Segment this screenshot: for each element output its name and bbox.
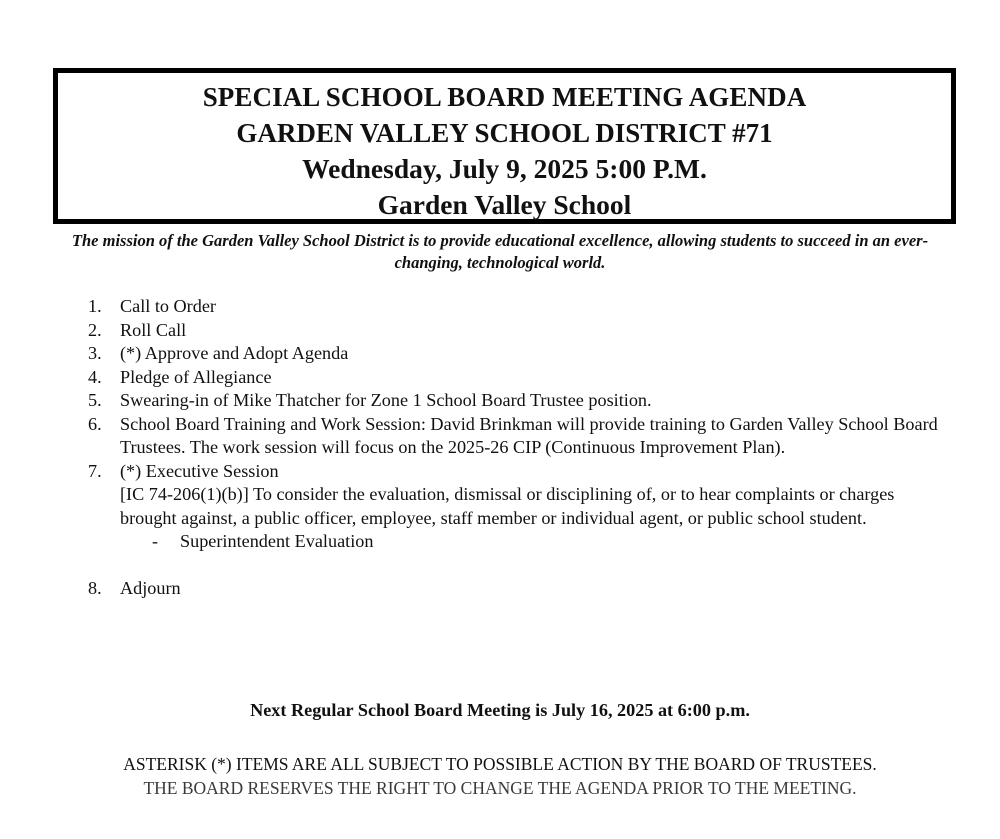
agenda-subitem-list	[120, 530, 948, 554]
agenda-subitem-text: Superintendent Evaluation	[180, 531, 374, 551]
agenda-header-box	[53, 68, 956, 224]
agenda-item	[88, 319, 948, 343]
agenda-item-text: (*) Approve and Adopt Agenda	[120, 343, 349, 363]
agenda-item-text: Roll Call	[120, 319, 187, 340]
agenda-item-number: 6.	[88, 413, 102, 434]
meeting-date-time: Wednesday, July 9, 2025 5:00 P.M.	[302, 153, 707, 184]
district-name: GARDEN VALLEY SCHOOL DISTRICT #71	[236, 118, 773, 148]
agenda-spacer	[120, 554, 948, 577]
agenda-item	[88, 460, 948, 577]
agenda-subitem-marker: -	[152, 531, 159, 551]
agenda-item-number: 4.	[88, 366, 102, 387]
agenda-subitem	[152, 530, 948, 554]
agenda-item-text: Adjourn	[120, 577, 181, 598]
next-meeting-notice: Next Regular School Board Meeting is July 16, 2025 at 6:00 p.m.	[250, 700, 750, 720]
agenda-item-number: 2.	[88, 319, 102, 340]
agenda-item-text: Call to Order	[120, 296, 216, 316]
agenda-item	[88, 413, 948, 460]
agenda-item	[88, 366, 948, 390]
agenda-item-text: School Board Training and Work Session: David Brinkman will provide training to Garden Valley School Board Trustees. The work session will focus on the 2025-26 CIP (Continuous Improvement Plan).	[120, 413, 938, 457]
mission-statement: The mission of the Garden Valley School District is to provide educational excellence, allowing students to succeed in an ever-changing, technological world.	[71, 231, 929, 272]
agenda-title: SPECIAL SCHOOL BOARD MEETING AGENDA	[202, 82, 807, 112]
agenda-footer	[40, 752, 960, 800]
meeting-location: Garden Valley School	[377, 189, 632, 220]
agenda-item-text: (*) Executive Session	[120, 460, 279, 481]
agenda-item-text: Pledge of Allegiance	[120, 366, 272, 387]
footer-reserve-note: THE BOARD RESERVES THE RIGHT TO CHANGE THE AGENDA PRIOR TO THE MEETING.	[143, 778, 857, 798]
agenda-item-number: 5.	[88, 390, 102, 410]
executive-session-detail: [IC 74-206(1)(b)] To consider the evaluation, dismissal or disciplining of, or to hear complaints or charges brought against, a public officer, employee, staff member or individual agent, or public school student.	[120, 484, 895, 528]
agenda-item	[88, 389, 948, 413]
agenda-item-number: 3.	[88, 343, 102, 363]
agenda-item	[88, 577, 948, 601]
agenda-item-number: 7.	[88, 460, 102, 481]
footer-asterisk-note: ASTERISK (*) ITEMS ARE ALL SUBJECT TO POSSIBLE ACTION BY THE BOARD OF TRUSTEES.	[123, 754, 877, 774]
agenda-item-number: 8.	[88, 577, 102, 598]
agenda-item	[88, 342, 948, 366]
agenda-item-number: 1.	[88, 296, 102, 316]
agenda-list	[88, 295, 948, 600]
agenda-item	[88, 295, 948, 319]
agenda-item-text: Swearing-in of Mike Thatcher for Zone 1 School Board Trustee position.	[120, 390, 652, 410]
